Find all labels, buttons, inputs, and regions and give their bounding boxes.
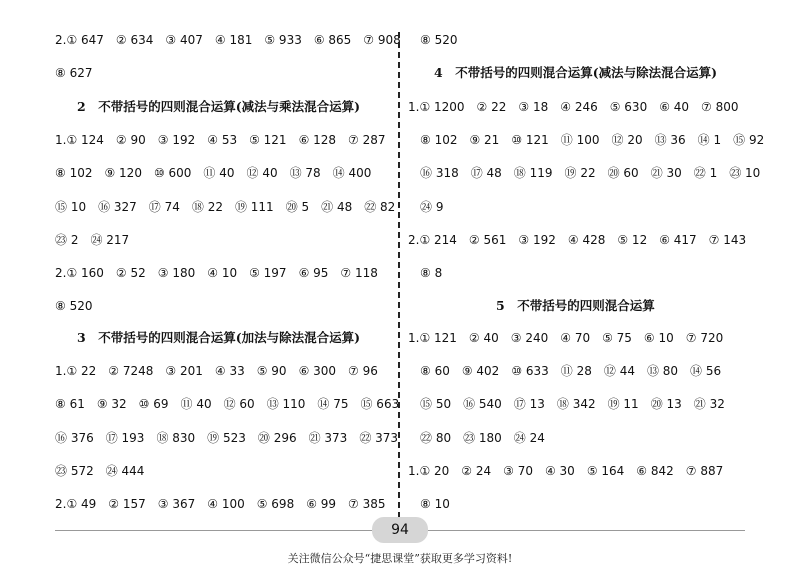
section-heading: 2 不带括号的四则混合运算(减法与乘法混合运算) (77, 99, 361, 114)
page-number: 94 (372, 517, 428, 543)
answer-line: ⑧ 60 ⑨ 402 ⑩ 633 ⑪ 28 ⑫ 44 ⑬ 80 ⑭ 56 (420, 364, 722, 378)
answer-line: ⑧ 8 (420, 266, 443, 280)
answer-line: 1.① 124 ② 90 ③ 192 ④ 53 ⑤ 121 ⑥ 128 ⑦ 287 (55, 133, 386, 147)
answer-line: ⑮ 50 ⑯ 540 ⑰ 13 ⑱ 342 ⑲ 11 ⑳ 13 ㉑ 32 (420, 397, 725, 411)
section-heading: 5 不带括号的四则混合运算 (496, 298, 655, 313)
answer-line: ㉒ 80 ㉓ 180 ㉔ 24 (420, 431, 545, 445)
answer-line: ⑯ 376 ⑰ 193 ⑱ 830 ⑲ 523 ⑳ 296 ㉑ 373 ㉒ 373 (55, 431, 399, 445)
answer-line: ⑧ 520 (55, 299, 93, 313)
answer-line: ⑧ 520 (420, 33, 458, 47)
answer-line: 1.① 1200 ② 22 ③ 18 ④ 246 ⑤ 630 ⑥ 40 ⑦ 800 (408, 100, 739, 114)
answer-line: 1.① 22 ② 7248 ③ 201 ④ 33 ⑤ 90 ⑥ 300 ⑦ 96 (55, 364, 378, 378)
answer-line: ㉓ 2 ㉔ 217 (55, 233, 130, 247)
answer-line: ㉓ 572 ㉔ 444 (55, 464, 145, 478)
answer-line: 2.① 647 ② 634 ③ 407 ④ 181 ⑤ 933 ⑥ 865 ⑦ 908 (55, 33, 401, 47)
answer-line: ㉔ 9 (420, 200, 444, 214)
footer-text: 关注微信公众号“捷思课堂”获取更多学习资料! (287, 552, 513, 565)
answer-line: ⑧ 61 ⑨ 32 ⑩ 69 ⑪ 40 ⑫ 60 ⑬ 110 ⑭ 75 ⑮ 663 (55, 397, 400, 411)
answer-line: ⑧ 102 ⑨ 120 ⑩ 600 ⑪ 40 ⑫ 40 ⑬ 78 ⑭ 400 (55, 166, 372, 180)
answer-line: ⑧ 10 (420, 497, 450, 511)
answer-line: 2.① 49 ② 157 ③ 367 ④ 100 ⑤ 698 ⑥ 99 ⑦ 385 (55, 497, 386, 511)
section-heading: 3 不带括号的四则混合运算(加法与除法混合运算) (77, 330, 361, 345)
answer-line: 2.① 160 ② 52 ③ 180 ④ 10 ⑤ 197 ⑥ 95 ⑦ 118 (55, 266, 378, 280)
answer-line: 1.① 20 ② 24 ③ 70 ④ 30 ⑤ 164 ⑥ 842 ⑦ 887 (408, 464, 724, 478)
answer-line: ⑯ 318 ⑰ 48 ⑱ 119 ⑲ 22 ⑳ 60 ㉑ 30 ㉒ 1 ㉓ 10 (420, 166, 761, 180)
answer-line: 1.① 121 ② 40 ③ 240 ④ 70 ⑤ 75 ⑥ 10 ⑦ 720 (408, 331, 724, 345)
answer-line: 2.① 214 ② 561 ③ 192 ④ 428 ⑤ 12 ⑥ 417 ⑦ 143 (408, 233, 747, 247)
answer-line: ⑧ 102 ⑨ 21 ⑩ 121 ⑪ 100 ⑫ 20 ⑬ 36 ⑭ 1 ⑮ 92 (420, 133, 765, 147)
answer-line: ⑮ 10 ⑯ 327 ⑰ 74 ⑱ 22 ⑲ 111 ⑳ 5 ㉑ 48 ㉒ 82 (55, 200, 396, 214)
column-divider (398, 32, 400, 518)
section-heading: 4 不带括号的四则混合运算(减法与除法混合运算) (434, 65, 718, 80)
answer-line: ⑧ 627 (55, 66, 93, 80)
